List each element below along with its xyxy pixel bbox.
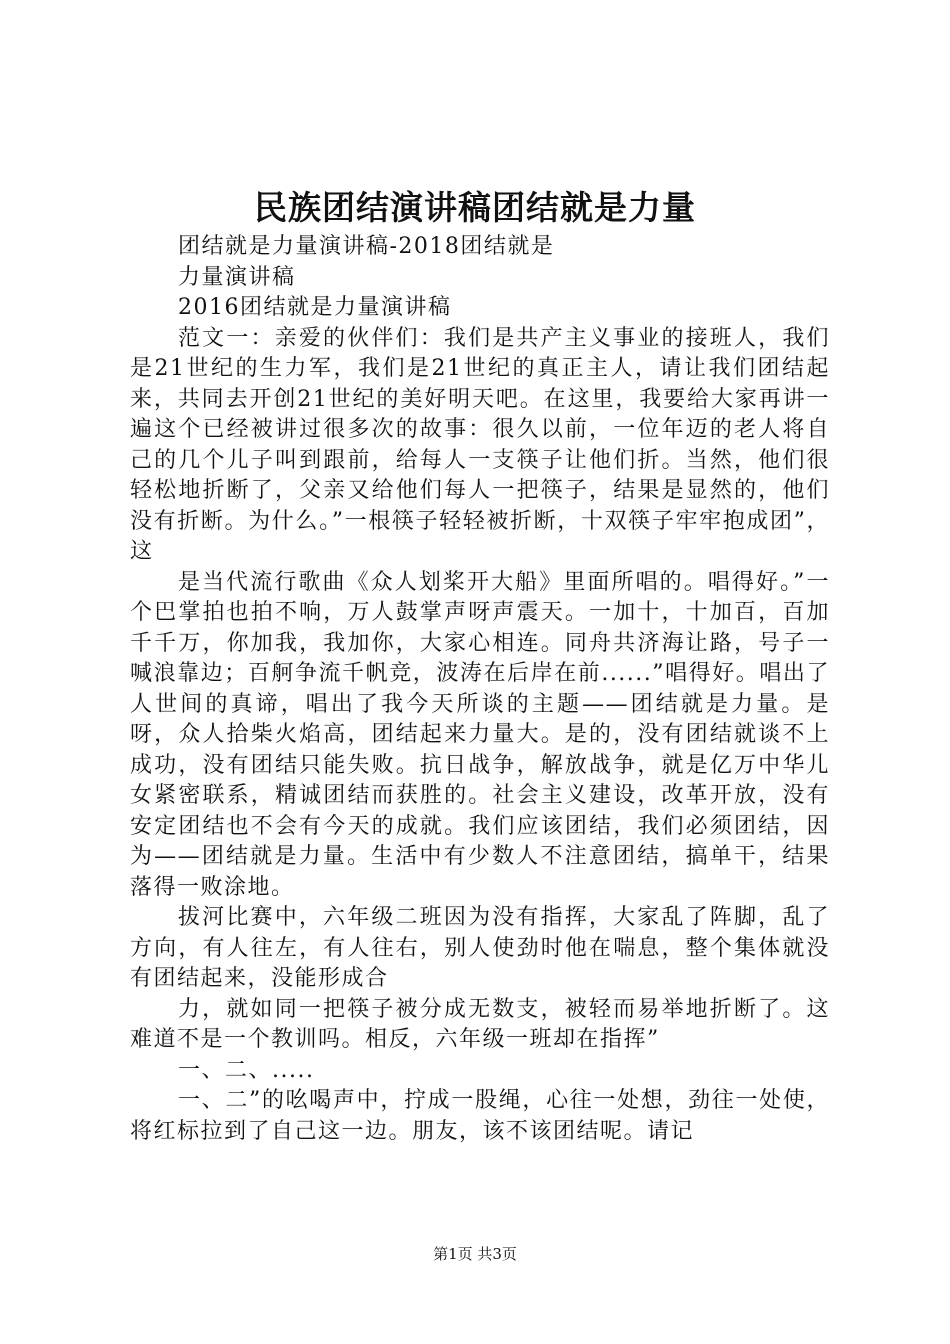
paragraph: 一、二、..... xyxy=(178,1057,315,1083)
paragraph: 范文一：亲爱的伙伴们：我们是共产主义事业的接班人，我们是21世纪的生力军，我们是21世纪的真正主人，请让我们团结起来，共同去开创21世纪的美好明天吧。在这里，我要给大家再讲一遍这个已经被讲过很多次的故事：很久以前，一位年迈的老人将自己的几个儿子叫到跟前，给每人一支筷子让他们折。当然，他们很轻松地折断了，父亲又给他们每人一把筷子，结果是显然的，他们没有折断。为什么。”一根筷子轻轻被折断，十双筷子牢牢抱成团”，这 xyxy=(130,325,830,564)
document-body xyxy=(130,232,830,1147)
document-title: 民族团结演讲稿团结就是力量 xyxy=(254,188,696,227)
paragraph: 力，就如同一把筷子被分成无数支，被轻而易举地折断了。这难道不是一个教训吗。相反，六年级一班却在指挥” xyxy=(130,996,830,1052)
paragraph: 一、二”的吆喝声中，拧成一股绳，心往一处想，劲往一处使，将红标拉到了自己这一边。朋友，该不该团结呢。请记 xyxy=(130,1088,830,1144)
paragraph: 2016团结就是力量演讲稿 xyxy=(178,295,452,320)
page-footer: 第1页 共3页 xyxy=(433,1245,517,1263)
paragraph: 团结就是力量演讲稿-2018团结就是 xyxy=(178,234,555,259)
paragraph: 是当代流行歌曲《众人划桨开大船》里面所唱的。唱得好。”一个巴掌拍也拍不响，万人鼓掌声呀声震天。一加十，十加百，百加千千万，你加我，我加你，大家心相连。同舟共济海让路，号子一喊浪靠边；百舸争流千帆竞，波涛在后岸在前......”唱得好。唱出了人世间的真谛，唱出了我今天所谈的主题——团结就是力量。是呀，众人拾柴火焰高，团结起来力量大。是的，没有团结就谈不上成功，没有团结只能失败。抗日战争，解放战争，就是亿万中华儿女紧密联系，精诚团结而获胜的。社会主义建设，改革开放，没有安定团结也不会有今天的成就。我们应该团结，我们必须团结，因为——团结就是力量。生活中有少数人不注意团结，搞单干，结果落得一败涂地。 xyxy=(130,569,830,900)
paragraph: 力量演讲稿 xyxy=(178,264,296,290)
paragraph: 拔河比赛中，六年级二班因为没有指挥，大家乱了阵脚，乱了方向，有人往左，有人往右，别人使劲时他在喘息，整个集体就没有团结起来，没能形成合 xyxy=(130,905,830,991)
